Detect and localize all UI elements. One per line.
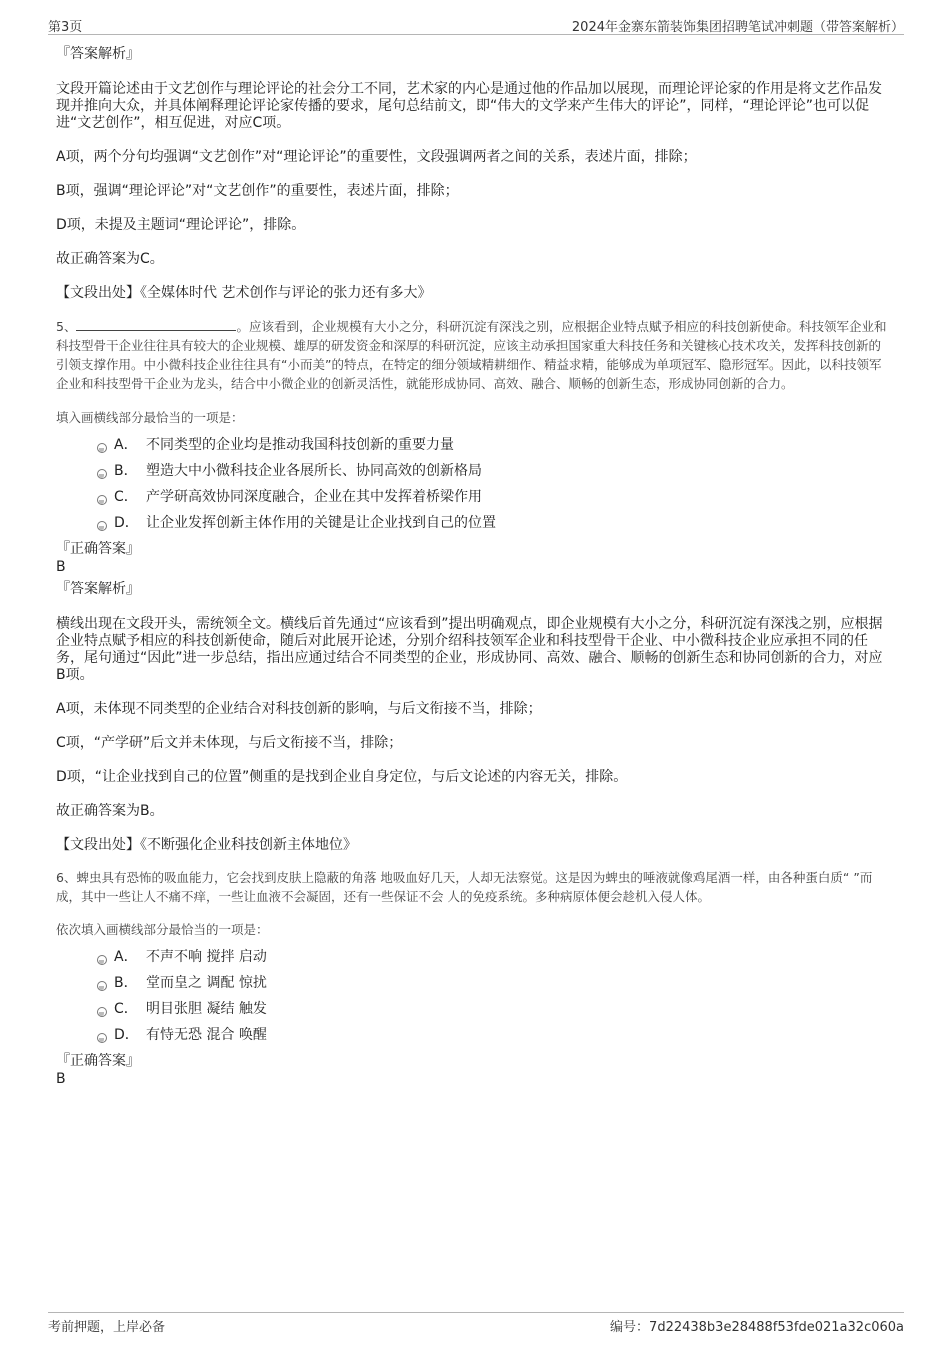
option-text: 产学研高效协同深度融合，企业在其中发挥着桥梁作用 (146, 489, 482, 505)
q6-option-a[interactable] (56, 947, 892, 973)
option-letter: D． (114, 1027, 139, 1043)
option-letter: A． (114, 437, 138, 453)
q4-analysis-label: 『答案解析』 (56, 46, 140, 62)
footer-slogan: 考前押题，上岸必备 (48, 1320, 166, 1335)
radio-button-icon[interactable] (97, 955, 107, 965)
q5-source: 【文段出处】《不断强化企业科技创新主体地位》 (56, 837, 357, 853)
option-text: 塑造大中小微科技企业各展所长、协同高效的创新格局 (146, 463, 482, 479)
q5-number: 5、 (56, 319, 77, 334)
q5-blank (76, 318, 236, 331)
option-text: 有恃无恐 混合 唤醒 (146, 1027, 267, 1043)
document-code (610, 1316, 904, 1335)
q5-option-a[interactable] (56, 435, 892, 461)
option-letter: B． (114, 463, 138, 479)
option-letter: C． (114, 489, 138, 505)
radio-button-icon[interactable] (97, 1007, 107, 1017)
document-title: 2024年金寨东箭装饰集团招聘笔试冲刺题（带答案解析） (571, 20, 904, 35)
q4-conclusion: 故正确答案为C。 (56, 251, 164, 267)
page-footer (48, 1312, 904, 1333)
option-text: 不声不响 搅拌 启动 (146, 949, 267, 965)
q6-stem: 6、蜱虫具有恐怖的吸血能力，它会找到皮肤上隐蔽的角落 地吸血好几天，人却无法察觉。这是因为蜱虫的唾液就像鸡尾酒一样，由各种蛋白质“ ”而成，其中一些让人不痛不痒，一些让血液不会凝固，还有一些保证不会 人的免疫系统。多种病原体便会趁机入侵人体。 (56, 870, 873, 904)
q6-prompt: 依次填入画横线部分最恰当的一项是： (56, 922, 269, 937)
q4-option-d-explanation: D项，未提及主题词“理论评论”，排除。 (56, 217, 306, 233)
document-code-label: 编号： (610, 1320, 650, 1335)
document-code-value: 7d22438b3e28488f53fde021a32c060a (649, 1320, 904, 1335)
option-letter: D． (114, 515, 139, 531)
q6-answer-label: 『正确答案』 (56, 1053, 140, 1069)
q6-option-d[interactable] (56, 1025, 892, 1051)
q4-source: 【文段出处】《全媒体时代 艺术创作与评论的张力还有多大》 (56, 285, 432, 301)
q6-answer: B (56, 1071, 66, 1087)
q5-option-b[interactable] (56, 461, 892, 487)
option-letter: B． (114, 975, 138, 991)
radio-button-icon[interactable] (97, 981, 107, 991)
q4-option-b-explanation: B项，强调“理论评论”对“文艺创作”的重要性，表述片面，排除； (56, 183, 459, 199)
page-content (56, 46, 892, 1088)
radio-button-icon[interactable] (97, 469, 107, 479)
q5-answer-label: 『正确答案』 (56, 541, 140, 557)
q5-options (56, 435, 892, 539)
radio-button-icon[interactable] (97, 443, 107, 453)
q6-option-c[interactable] (56, 999, 892, 1025)
option-text: 不同类型的企业均是推动我国科技创新的重要力量 (146, 437, 454, 453)
page-number: 第3页 (48, 20, 83, 35)
q4-option-a-explanation: A项，两个分句均强调“文艺创作”对“理论评论”的重要性，文段强调两者之间的关系，表述片面，排除； (56, 149, 697, 165)
q5-analysis-paragraph: 横线出现在文段开头，需统领全文。横线后首先通过“应该看到”提出明确观点，即企业规模有大小之分，科研沉淀有深浅之别，应根据企业特点赋予相应的科技创新使命，随后对此展开论述，分别介绍科技领军企业和科技型骨干企业、中小微科技企业应承担不同的任务，尾句通过“因此”进一步总结，指出应通过结合不同类型的企业，形成协同、高效、融合、顺畅的创新生态和协同创新的合力，对应B项。 (56, 616, 883, 683)
q5-option-c[interactable] (56, 487, 892, 513)
q5-conclusion: 故正确答案为B。 (56, 803, 164, 819)
radio-button-icon[interactable] (97, 1033, 107, 1043)
radio-button-icon[interactable] (97, 495, 107, 505)
q5-option-c-explanation: C项，“产学研”后文并未体现，与后文衔接不当，排除； (56, 735, 403, 751)
q6-options (56, 947, 892, 1051)
q5-answer: B (56, 559, 66, 575)
option-text: 让企业发挥创新主体作用的关键是让企业找到自己的位置 (146, 515, 496, 531)
q5-option-d-explanation: D项，“让企业找到自己的位置”侧重的是找到企业自身定位，与后文论述的内容无关，排除。 (56, 769, 628, 785)
q5-prompt: 填入画横线部分最恰当的一项是： (56, 410, 244, 425)
radio-button-icon[interactable] (97, 521, 107, 531)
option-text: 堂而皇之 调配 惊扰 (146, 975, 267, 991)
page-header (48, 14, 904, 35)
option-text: 明目张胆 凝结 触发 (146, 1001, 267, 1017)
q6-option-b[interactable] (56, 973, 892, 999)
q5-analysis-label: 『答案解析』 (56, 581, 140, 597)
q4-analysis-paragraph: 文段开篇论述由于文艺创作与理论评论的社会分工不同，艺术家的内心是通过他的作品加以展现，而理论评论家的作用是将文艺作品发现并推向大众，并具体阐释理论评论家传播的要求，尾句总结前文，即“伟大的文学来产生伟大的评论”，同样，“理论评论”也可以促进“文艺创作”，相互促进，对应C项。 (56, 81, 882, 131)
q5-stem (56, 317, 892, 393)
option-letter: C． (114, 1001, 138, 1017)
q5-stem-text: 。应该看到，企业规模有大小之分，科研沉淀有深浅之别，应根据企业特点赋予相应的科技创新使命。科技领军企业和科技型骨干企业往往具有较大的企业规模、雄厚的研发资金和深厚的科研沉淀，应该主动承担国家重大科技任务和关键核心技术攻关，发挥科技创新的引领支撑作用。中小微科技企业往往具有“小而美”的特点，在特定的细分领域精耕细作、精益求精，能够成为单项冠军、隐形冠军。因此，以科技领军企业和科技型骨干企业为龙头，结合中小微企业的创新灵活性，就能形成协同、高效、融合、顺畅的创新生态，形成协同创新的合力。 (56, 319, 887, 391)
option-letter: A． (114, 949, 138, 965)
q5-option-a-explanation: A项，未体现不同类型的企业结合对科技创新的影响，与后文衔接不当，排除； (56, 701, 542, 717)
q5-option-d[interactable] (56, 513, 892, 539)
